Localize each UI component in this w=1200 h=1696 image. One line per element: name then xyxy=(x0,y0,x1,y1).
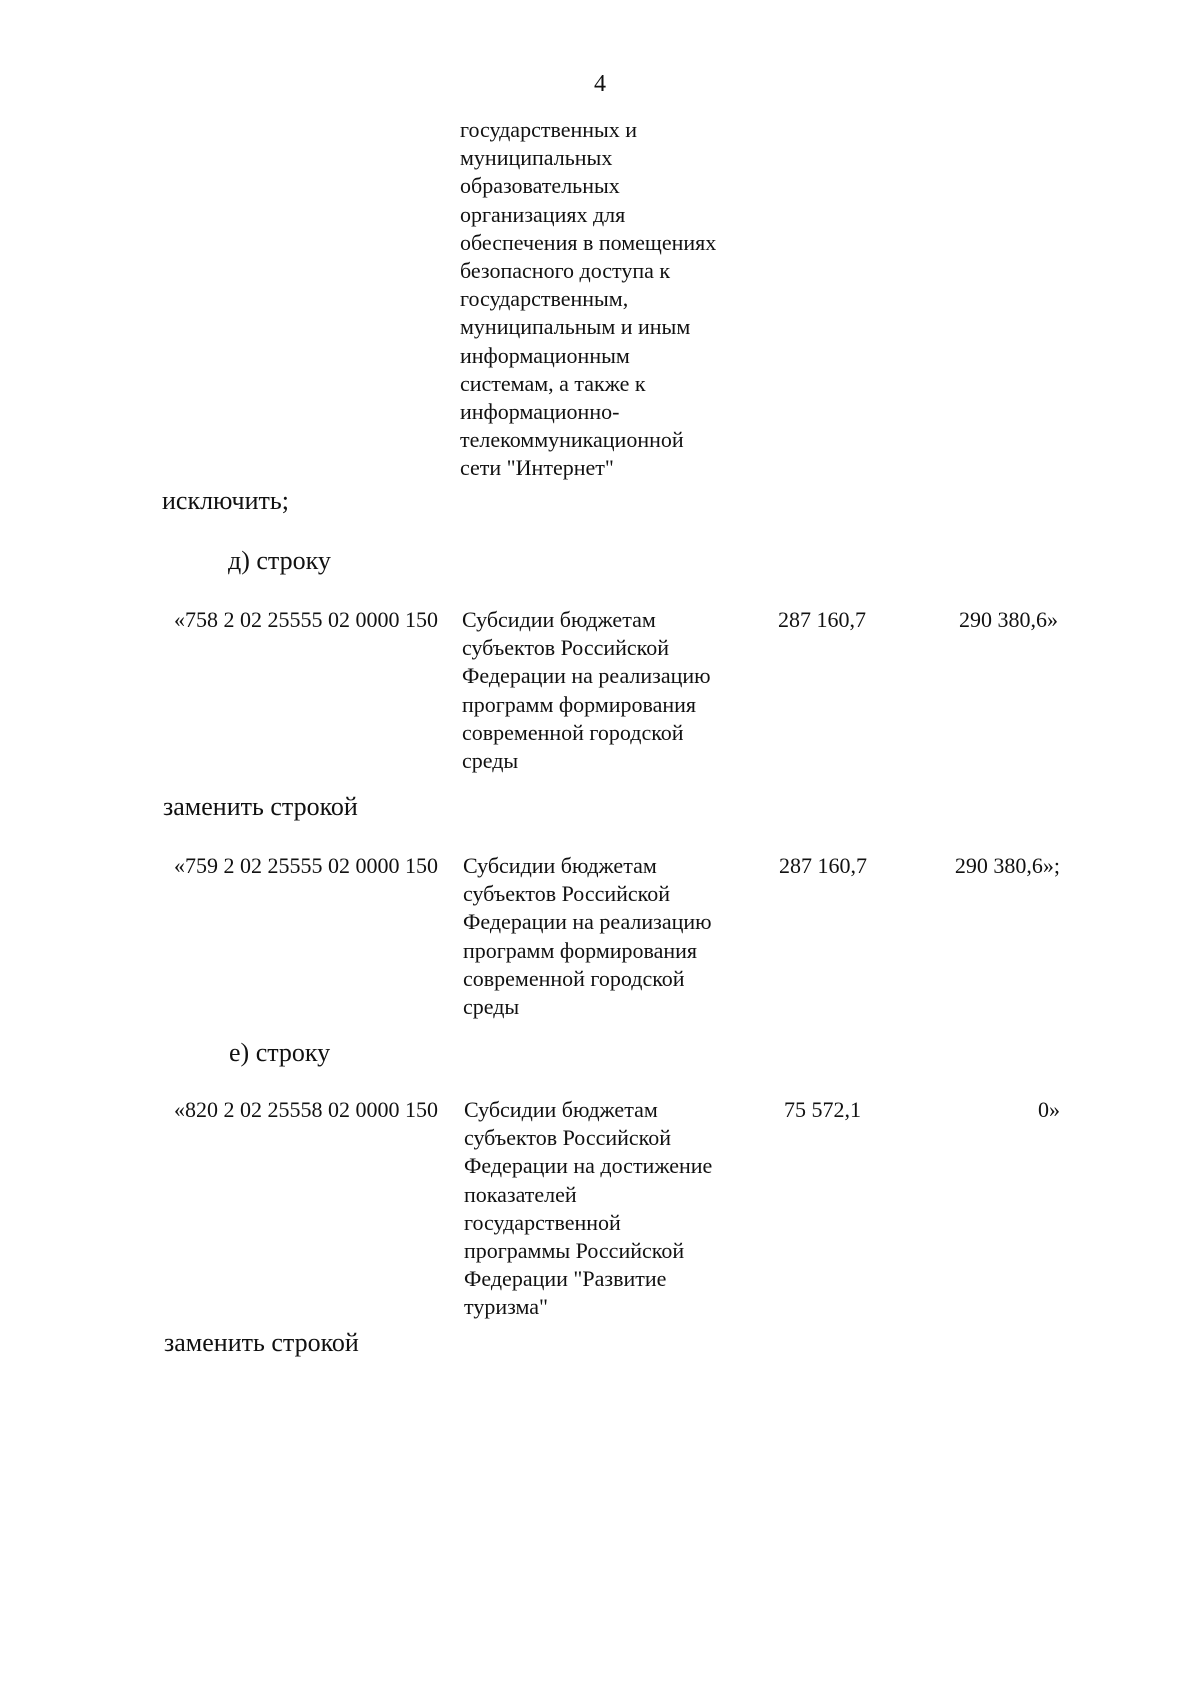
row-d-new-code: «759 2 02 25555 02 0000 150 xyxy=(174,853,438,878)
description-line: системам, а также к xyxy=(460,370,646,396)
description-line: показателей xyxy=(464,1181,577,1207)
row-e-old-value-1: 75 572,1 xyxy=(784,1097,861,1122)
row-d-old-value-1: 287 160,7 xyxy=(778,607,866,632)
description-line: Субсидии бюджетам xyxy=(464,1097,658,1122)
row-e-old-code: «820 2 02 25558 02 0000 150 xyxy=(174,1097,438,1122)
description-line: образовательных xyxy=(460,173,620,199)
description-line: сети "Интернет" xyxy=(460,455,614,481)
description-line: Федерации "Развитие xyxy=(464,1266,667,1292)
description-line: субъектов Российской xyxy=(462,635,670,661)
row-d-new-description xyxy=(463,852,712,1021)
description-line: государственной xyxy=(464,1209,621,1235)
description-line: организациях для xyxy=(460,201,626,227)
description-line: обеспечения в помещениях xyxy=(460,229,717,255)
description-line: программ формирования xyxy=(462,691,697,717)
description-line: среды xyxy=(462,748,519,774)
instruction-exclude: исключить; xyxy=(162,486,289,515)
description-line: туризма" xyxy=(464,1294,548,1320)
description-line: Субсидии бюджетам xyxy=(462,607,656,632)
description-line: муниципальных xyxy=(460,145,613,171)
description-line: Федерации на реализацию xyxy=(463,909,712,935)
description-line: Субсидии бюджетам xyxy=(463,853,657,878)
replace-label-2: заменить строкой xyxy=(164,1328,359,1357)
row-d-new-value-1: 287 160,7 xyxy=(779,853,867,878)
description-line: Федерации на достижение xyxy=(464,1153,713,1179)
description-line: субъектов Российской xyxy=(463,881,671,907)
description-line: государственным, xyxy=(460,286,629,312)
row-e-old-description xyxy=(464,1096,712,1322)
description-line: современной городской xyxy=(463,965,685,991)
description-line: телекоммуникационной xyxy=(460,427,684,453)
item-e-label: е) строку xyxy=(229,1038,331,1067)
replace-label-1: заменить строкой xyxy=(163,792,358,821)
description-line: среды xyxy=(463,994,520,1020)
description-line: современной городской xyxy=(462,719,684,745)
row-d-old-description xyxy=(462,606,711,775)
description-line: информационным xyxy=(460,342,630,368)
row-d-new-value-2: 290 380,6»; xyxy=(954,853,1060,878)
row-e-old-value-2: 0» xyxy=(1038,1097,1060,1122)
description-line: программы Российской xyxy=(464,1238,685,1264)
item-d-label: д) строку xyxy=(228,546,331,575)
description-line: Федерации на реализацию xyxy=(462,663,711,689)
row-d-old-code: «758 2 02 25555 02 0000 150 xyxy=(174,607,438,632)
description-line: государственных и xyxy=(460,117,638,142)
description-line: безопасного доступа к xyxy=(460,258,671,284)
description-line: программ формирования xyxy=(463,937,698,963)
continuation-description xyxy=(460,116,716,483)
description-line: информационно- xyxy=(460,399,620,425)
row-d-old-value-2: 290 380,6» xyxy=(959,607,1058,632)
description-line: муниципальным и иным xyxy=(460,314,691,340)
description-line: субъектов Российской xyxy=(464,1125,672,1151)
page-number: 4 xyxy=(594,71,606,97)
